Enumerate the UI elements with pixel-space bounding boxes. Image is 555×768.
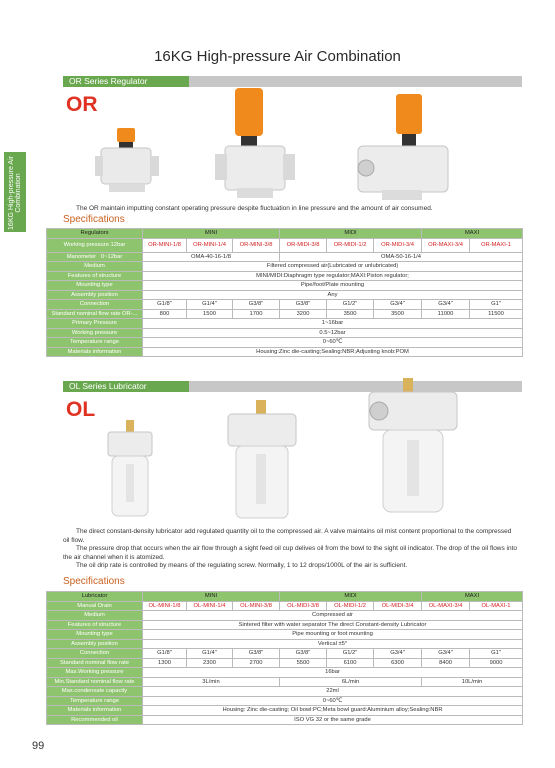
or-flow-cell: 3500 — [374, 309, 422, 319]
or-connection-label: Connection — [47, 300, 143, 310]
or-spec-heading: Specifications — [63, 214, 125, 225]
ol-model-cell: OL-MIDI-1/2 — [327, 601, 374, 611]
ol-materials-value: Housing: Zinc die-casting; Oil bowl:PC;Meta bowl guard:Aluminium alloy;Sealing:NBR — [143, 706, 523, 716]
ol-section-band: OL Series Lubricator — [63, 381, 189, 392]
or-model-cell: OR-MINI-1/4 — [187, 238, 233, 252]
or-flow-cell: 800 — [143, 309, 187, 319]
or-description: The OR maintain imputting constant operating pressure despite fluctuation in line pressure and the amount of air consumed. — [76, 205, 433, 212]
or-connection-cell: G1/2" — [327, 300, 374, 310]
or-temp-label: Temperature range — [47, 338, 143, 348]
or-header-maxi: MAXI — [422, 229, 523, 239]
or-spec-table — [46, 228, 523, 357]
ol-min-flow-midi: 6L/min — [280, 677, 422, 687]
ol-min-flow-maxi: 10L/min — [422, 677, 523, 687]
ol-connection-cell: G1/8" — [143, 649, 187, 659]
or-connection-cell: G1/4" — [187, 300, 233, 310]
ol-header-maxi: MAXI — [422, 592, 523, 602]
or-connection-cell: G3/4" — [374, 300, 422, 310]
ol-model-cell: OL-MAXI-3/4 — [422, 601, 470, 611]
ol-paragraph: The oil drip rate is controlled by means of the regulating screw. Normally, 1 to 12 drops/1000L of the air is sufficient. — [76, 562, 408, 569]
ol-drain-label: Manual Drain — [47, 601, 143, 611]
ol-features-value: Sintered filter with water separator The direct Constant-density Lubricator — [143, 620, 523, 630]
or-flow-cell: 11500 — [470, 309, 523, 319]
or-model-cell: OR-MIDI-3/4 — [374, 238, 422, 252]
ol-model-cell: OL-MINI-3/8 — [233, 601, 280, 611]
or-connection-cell: G1/8" — [143, 300, 187, 310]
or-section-band: OR Series Regulator — [63, 76, 189, 87]
ol-oil-value: ISO VG 32 or the same grade — [143, 715, 523, 725]
or-flow-label: Standard nominal flow rate OR-... — [47, 309, 143, 319]
or-mounting-value: Pipe/foot/Plate mounting — [143, 281, 523, 291]
ol-connection-cell: G3/8" — [280, 649, 327, 659]
ol-condensate-label: Max.condensate capacity — [47, 687, 143, 697]
ol-mini-product-image — [100, 420, 160, 524]
ol-connection-cell: G1/2" — [327, 649, 374, 659]
or-model-cell: OR-MAXI-3/4 — [422, 238, 470, 252]
ol-mounting-value: Pipe mounting or foot mounting — [143, 630, 523, 640]
or-header-regulators: Regulators — [47, 229, 143, 239]
or-features-value: MINI/MIDI:Diaphragm type regulator;MAXI:Piston regulator; — [143, 271, 523, 281]
or-model-cell: OR-MINI-1/8 — [143, 238, 187, 252]
ol-min-flow-label: Min.Standard nominal flow rate — [47, 677, 143, 687]
or-model-cell: OR-MIDI-3/8 — [280, 238, 327, 252]
or-connection-cell: G3/8" — [280, 300, 327, 310]
or-medium-label: Medium — [47, 262, 143, 272]
or-materials-value: Housing:Zinc die-casting;Sealing:NBR;Adjusting knob:POM — [143, 347, 523, 357]
ol-flow-label: Standard nominal flow rate — [47, 658, 143, 668]
ol-spec-heading: Specifications — [63, 576, 125, 587]
ol-header-midi: MIDI — [280, 592, 422, 602]
or-manometer-other: OMA-50-16-1/4 — [280, 252, 523, 262]
or-connection-cell: G3/4" — [422, 300, 470, 310]
or-manometer-mini: OMA-40-16-1/8 — [143, 252, 280, 262]
or-connection-cell: G3/8" — [233, 300, 280, 310]
ol-oil-label: Recommended oil — [47, 715, 143, 725]
ol-connection-label: Connection — [47, 649, 143, 659]
ol-section-code: OL — [66, 398, 96, 421]
ol-flow-cell: 1300 — [143, 658, 187, 668]
or-assembly-value: Any — [143, 290, 523, 300]
side-tab: 16KG High-pressure Air Combination — [4, 152, 26, 232]
or-header-midi: MIDI — [280, 229, 422, 239]
ol-temp-value: 0~60℃ — [143, 696, 523, 706]
or-assembly-label: Assembly position — [47, 290, 143, 300]
or-working-value: 0.5~12bar — [143, 328, 523, 338]
ol-connection-cell: G3/4" — [422, 649, 470, 659]
ol-model-cell: OL-MAXI-1 — [470, 601, 523, 611]
or-maxi-product-image — [352, 94, 452, 204]
ol-flow-cell: 6300 — [374, 658, 422, 668]
or-flow-cell: 3500 — [327, 309, 374, 319]
ol-temp-label: Temperature range — [47, 696, 143, 706]
ol-flow-cell: 2300 — [187, 658, 233, 668]
or-flow-cell: 1700 — [233, 309, 280, 319]
ol-max-pressure-label: Max.Working pressure — [47, 668, 143, 678]
ol-connection-cell: G1/4" — [187, 649, 233, 659]
ol-assembly-label: Assembly position — [47, 639, 143, 649]
ol-min-flow-mini: 3L/min — [143, 677, 280, 687]
ol-model-cell: OL-MIDI-3/8 — [280, 601, 327, 611]
ol-maxi-product-image — [365, 378, 465, 518]
or-flow-cell: 3200 — [280, 309, 327, 319]
or-temp-value: 0~60℃ — [143, 338, 523, 348]
ol-model-cell: OL-MINI-1/8 — [143, 601, 187, 611]
or-working-pressure-label: Working pressure 12bar — [47, 238, 143, 252]
ol-spec-table — [46, 591, 523, 725]
or-flow-cell: 1500 — [187, 309, 233, 319]
or-manometer-label: Manometer 0~12bar — [47, 252, 143, 262]
or-mini-product-image — [95, 128, 175, 196]
or-connection-cell: G1" — [470, 300, 523, 310]
or-flow-cell: 11000 — [422, 309, 470, 319]
ol-description — [63, 528, 519, 571]
ol-condensate-value: 22ml — [143, 687, 523, 697]
page-title: 16KG High-pressure Air Combination — [154, 48, 401, 65]
ol-header-lubricator: Lubricator — [47, 592, 143, 602]
ol-midi-product-image — [222, 400, 302, 525]
or-primary-value: 1~16bar — [143, 319, 523, 329]
ol-model-cell: OL-MIDI-3/4 — [374, 601, 422, 611]
or-primary-label: Primary Pressure — [47, 319, 143, 329]
ol-flow-cell: 9000 — [470, 658, 523, 668]
ol-header-mini: MINI — [143, 592, 280, 602]
ol-connection-cell: G3/4" — [374, 649, 422, 659]
or-header-mini: MINI — [143, 229, 280, 239]
ol-flow-cell: 8400 — [422, 658, 470, 668]
ol-paragraph: The pressure drop that occurs when the air flow through a sight feed oil cup delives oil from the bowl to the sight oil indicator. The drop of the oil flows into the air channel when it is atomized. — [63, 545, 518, 561]
ol-connection-cell: G3/8" — [233, 649, 280, 659]
page-number: 99 — [32, 740, 45, 752]
ol-flow-cell: 5500 — [280, 658, 327, 668]
or-model-cell: OR-MINI-3/8 — [233, 238, 280, 252]
ol-model-cell: OL-MINI-1/4 — [187, 601, 233, 611]
or-mounting-label: Mounting type — [47, 281, 143, 291]
ol-medium-value: Compressed air — [143, 611, 523, 621]
or-working-label: Working pressure — [47, 328, 143, 338]
ol-max-pressure-value: 16bar — [143, 668, 523, 678]
ol-medium-label: Medium — [47, 611, 143, 621]
ol-flow-cell: 6100 — [327, 658, 374, 668]
or-materials-label: Materials information — [47, 347, 143, 357]
ol-paragraph: The direct constant-density lubricator add regulated quantity oil to the compressed air. A valve maintains oil mist content proportional to the compressed oil flow. — [63, 528, 512, 544]
ol-assembly-value: Vertical ±5° — [143, 639, 523, 649]
or-model-cell: OR-MAXI-1 — [470, 238, 523, 252]
ol-mounting-label: Mounting type — [47, 630, 143, 640]
or-medium-value: Filtered compressed air(Lubricated or unlubricated) — [143, 262, 523, 272]
or-model-cell: OR-MIDI-1/2 — [327, 238, 374, 252]
or-features-label: Features of structure — [47, 271, 143, 281]
ol-connection-cell: G1" — [470, 649, 523, 659]
ol-flow-cell: 2700 — [233, 658, 280, 668]
ol-materials-label: Materials information — [47, 706, 143, 716]
or-section-code: OR — [66, 93, 98, 116]
or-midi-product-image — [215, 88, 305, 200]
ol-features-label: Features of structure — [47, 620, 143, 630]
